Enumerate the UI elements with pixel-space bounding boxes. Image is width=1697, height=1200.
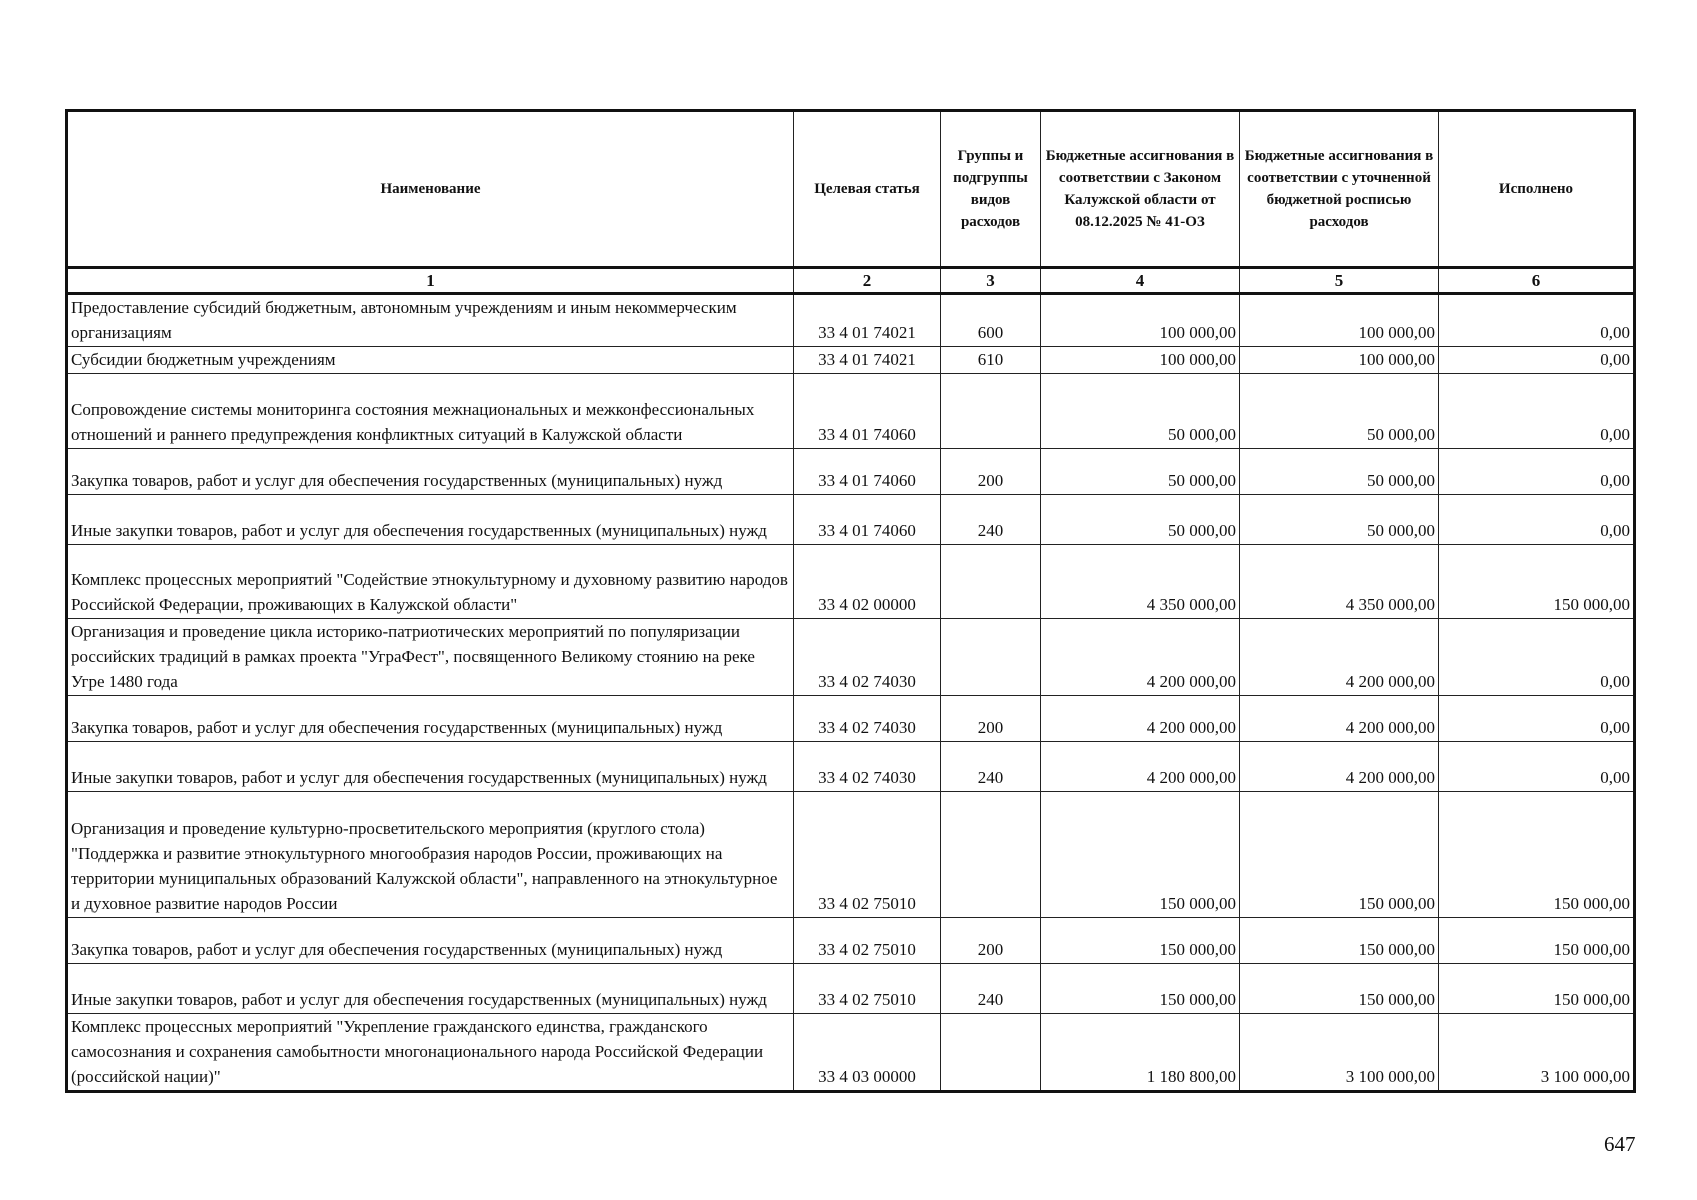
- row-name: Закупка товаров, работ и услуг для обеспечения государственных (муниципальных) нужд: [67, 696, 794, 742]
- row-refined-allocation: 100 000,00: [1240, 294, 1439, 347]
- row-law-allocation: 50 000,00: [1041, 449, 1240, 495]
- row-executed: 0,00: [1439, 619, 1635, 696]
- table-row: [67, 495, 1635, 545]
- row-target-article: 33 4 01 74021: [794, 294, 941, 347]
- row-name: Сопровождение системы мониторинга состояния межнациональных и межконфессиональных отношений и раннего предупреждения конфликтных ситуаций в Калужской области: [67, 374, 794, 449]
- row-name: Организация и проведение культурно-просветительского мероприятия (круглого стола) "Поддержка и развитие этнокультурного многообразия народов России, проживающих на территории муниципальных образований Калужской области", направленного на этнокультурное и духовное развитие народов России: [67, 792, 794, 918]
- row-executed: 0,00: [1439, 495, 1635, 545]
- table-row: [67, 374, 1635, 449]
- row-executed: 150 000,00: [1439, 964, 1635, 1014]
- row-name: Комплекс процессных мероприятий "Укрепление гражданского единства, гражданского самосознания и сохранения самобытности многонационального народа Российской Федерации (российской нации)": [67, 1014, 794, 1092]
- row-executed: 0,00: [1439, 696, 1635, 742]
- row-refined-allocation: 50 000,00: [1240, 374, 1439, 449]
- column-number: 5: [1240, 268, 1439, 294]
- row-expense-group: 240: [941, 964, 1041, 1014]
- table-row: [67, 964, 1635, 1014]
- row-target-article: 33 4 02 75010: [794, 964, 941, 1014]
- row-expense-group: [941, 374, 1041, 449]
- header-refined-allocation: Бюджетные ассигнования в соответствии с уточненной бюджетной росписью расходов: [1240, 111, 1439, 268]
- table-row: [67, 742, 1635, 792]
- column-number: 2: [794, 268, 941, 294]
- table-row: [67, 918, 1635, 964]
- row-name: Организация и проведение цикла историко-патриотических мероприятий по популяризации российских традиций в рамках проекта "УграФест", посвященного Великому стоянию на реке Угре 1480 года: [67, 619, 794, 696]
- row-expense-group: [941, 545, 1041, 619]
- row-target-article: 33 4 01 74060: [794, 495, 941, 545]
- row-law-allocation: 100 000,00: [1041, 294, 1240, 347]
- row-law-allocation: 4 200 000,00: [1041, 742, 1240, 792]
- row-law-allocation: 50 000,00: [1041, 374, 1240, 449]
- row-law-allocation: 150 000,00: [1041, 918, 1240, 964]
- row-expense-group: 610: [941, 347, 1041, 374]
- row-law-allocation: 4 350 000,00: [1041, 545, 1240, 619]
- row-target-article: 33 4 03 00000: [794, 1014, 941, 1092]
- row-expense-group: 200: [941, 918, 1041, 964]
- row-law-allocation: 150 000,00: [1041, 792, 1240, 918]
- row-refined-allocation: 50 000,00: [1240, 449, 1439, 495]
- row-target-article: 33 4 01 74060: [794, 449, 941, 495]
- row-law-allocation: 150 000,00: [1041, 964, 1240, 1014]
- row-law-allocation: 4 200 000,00: [1041, 619, 1240, 696]
- row-law-allocation: 1 180 800,00: [1041, 1014, 1240, 1092]
- table-row: [67, 1014, 1635, 1092]
- row-target-article: 33 4 01 74060: [794, 374, 941, 449]
- header-law-allocation: Бюджетные ассигнования в соответствии с Законом Калужской области от 08.12.2025 № 41-ОЗ: [1041, 111, 1240, 268]
- column-number-row: [67, 268, 1635, 294]
- row-expense-group: [941, 619, 1041, 696]
- row-target-article: 33 4 02 74030: [794, 742, 941, 792]
- row-expense-group: 240: [941, 495, 1041, 545]
- table-row: [67, 347, 1635, 374]
- row-expense-group: 240: [941, 742, 1041, 792]
- row-name: Предоставление субсидий бюджетным, автономным учреждениям и иным некоммерческим организациям: [67, 294, 794, 347]
- table-row: [67, 294, 1635, 347]
- page-number: 647: [1604, 1132, 1636, 1156]
- row-expense-group: 200: [941, 449, 1041, 495]
- table-row: [67, 449, 1635, 495]
- header-expense-group: Группы и подгруппы видов расходов: [941, 111, 1041, 268]
- row-expense-group: [941, 1014, 1041, 1092]
- header-target-article: Целевая статья: [794, 111, 941, 268]
- budget-table: [65, 109, 1636, 1093]
- table-row: [67, 696, 1635, 742]
- row-target-article: 33 4 02 74030: [794, 696, 941, 742]
- table-body: [67, 294, 1635, 1092]
- row-law-allocation: 100 000,00: [1041, 347, 1240, 374]
- row-refined-allocation: 50 000,00: [1240, 495, 1439, 545]
- row-name: Закупка товаров, работ и услуг для обеспечения государственных (муниципальных) нужд: [67, 918, 794, 964]
- column-number: 4: [1041, 268, 1240, 294]
- row-refined-allocation: 100 000,00: [1240, 347, 1439, 374]
- row-refined-allocation: 4 350 000,00: [1240, 545, 1439, 619]
- row-refined-allocation: 4 200 000,00: [1240, 696, 1439, 742]
- row-target-article: 33 4 02 00000: [794, 545, 941, 619]
- row-expense-group: [941, 792, 1041, 918]
- column-number: 6: [1439, 268, 1635, 294]
- table-row: [67, 545, 1635, 619]
- row-executed: 150 000,00: [1439, 918, 1635, 964]
- header-row: [67, 111, 1635, 268]
- row-executed: 0,00: [1439, 742, 1635, 792]
- table-row: [67, 792, 1635, 918]
- column-number: 1: [67, 268, 794, 294]
- row-expense-group: 200: [941, 696, 1041, 742]
- table-row: [67, 619, 1635, 696]
- row-executed: 150 000,00: [1439, 792, 1635, 918]
- row-law-allocation: 4 200 000,00: [1041, 696, 1240, 742]
- row-executed: 0,00: [1439, 374, 1635, 449]
- header-name: Наименование: [67, 111, 794, 268]
- row-name: Субсидии бюджетным учреждениям: [67, 347, 794, 374]
- row-expense-group: 600: [941, 294, 1041, 347]
- row-executed: 0,00: [1439, 449, 1635, 495]
- row-target-article: 33 4 02 75010: [794, 918, 941, 964]
- header-executed: Исполнено: [1439, 111, 1635, 268]
- row-executed: 3 100 000,00: [1439, 1014, 1635, 1092]
- row-name: Иные закупки товаров, работ и услуг для обеспечения государственных (муниципальных) нужд: [67, 495, 794, 545]
- row-refined-allocation: 4 200 000,00: [1240, 742, 1439, 792]
- column-number: 3: [941, 268, 1041, 294]
- row-target-article: 33 4 02 74030: [794, 619, 941, 696]
- row-executed: 150 000,00: [1439, 545, 1635, 619]
- row-name: Иные закупки товаров, работ и услуг для обеспечения государственных (муниципальных) нужд: [67, 964, 794, 1014]
- row-refined-allocation: 150 000,00: [1240, 964, 1439, 1014]
- row-executed: 0,00: [1439, 347, 1635, 374]
- row-refined-allocation: 4 200 000,00: [1240, 619, 1439, 696]
- row-refined-allocation: 150 000,00: [1240, 918, 1439, 964]
- row-target-article: 33 4 02 75010: [794, 792, 941, 918]
- row-refined-allocation: 3 100 000,00: [1240, 1014, 1439, 1092]
- row-executed: 0,00: [1439, 294, 1635, 347]
- row-name: Комплекс процессных мероприятий "Содействие этнокультурному и духовному развитию народов Российской Федерации, проживающих в Калужской области": [67, 545, 794, 619]
- row-name: Закупка товаров, работ и услуг для обеспечения государственных (муниципальных) нужд: [67, 449, 794, 495]
- row-law-allocation: 50 000,00: [1041, 495, 1240, 545]
- row-name: Иные закупки товаров, работ и услуг для обеспечения государственных (муниципальных) нужд: [67, 742, 794, 792]
- row-target-article: 33 4 01 74021: [794, 347, 941, 374]
- row-refined-allocation: 150 000,00: [1240, 792, 1439, 918]
